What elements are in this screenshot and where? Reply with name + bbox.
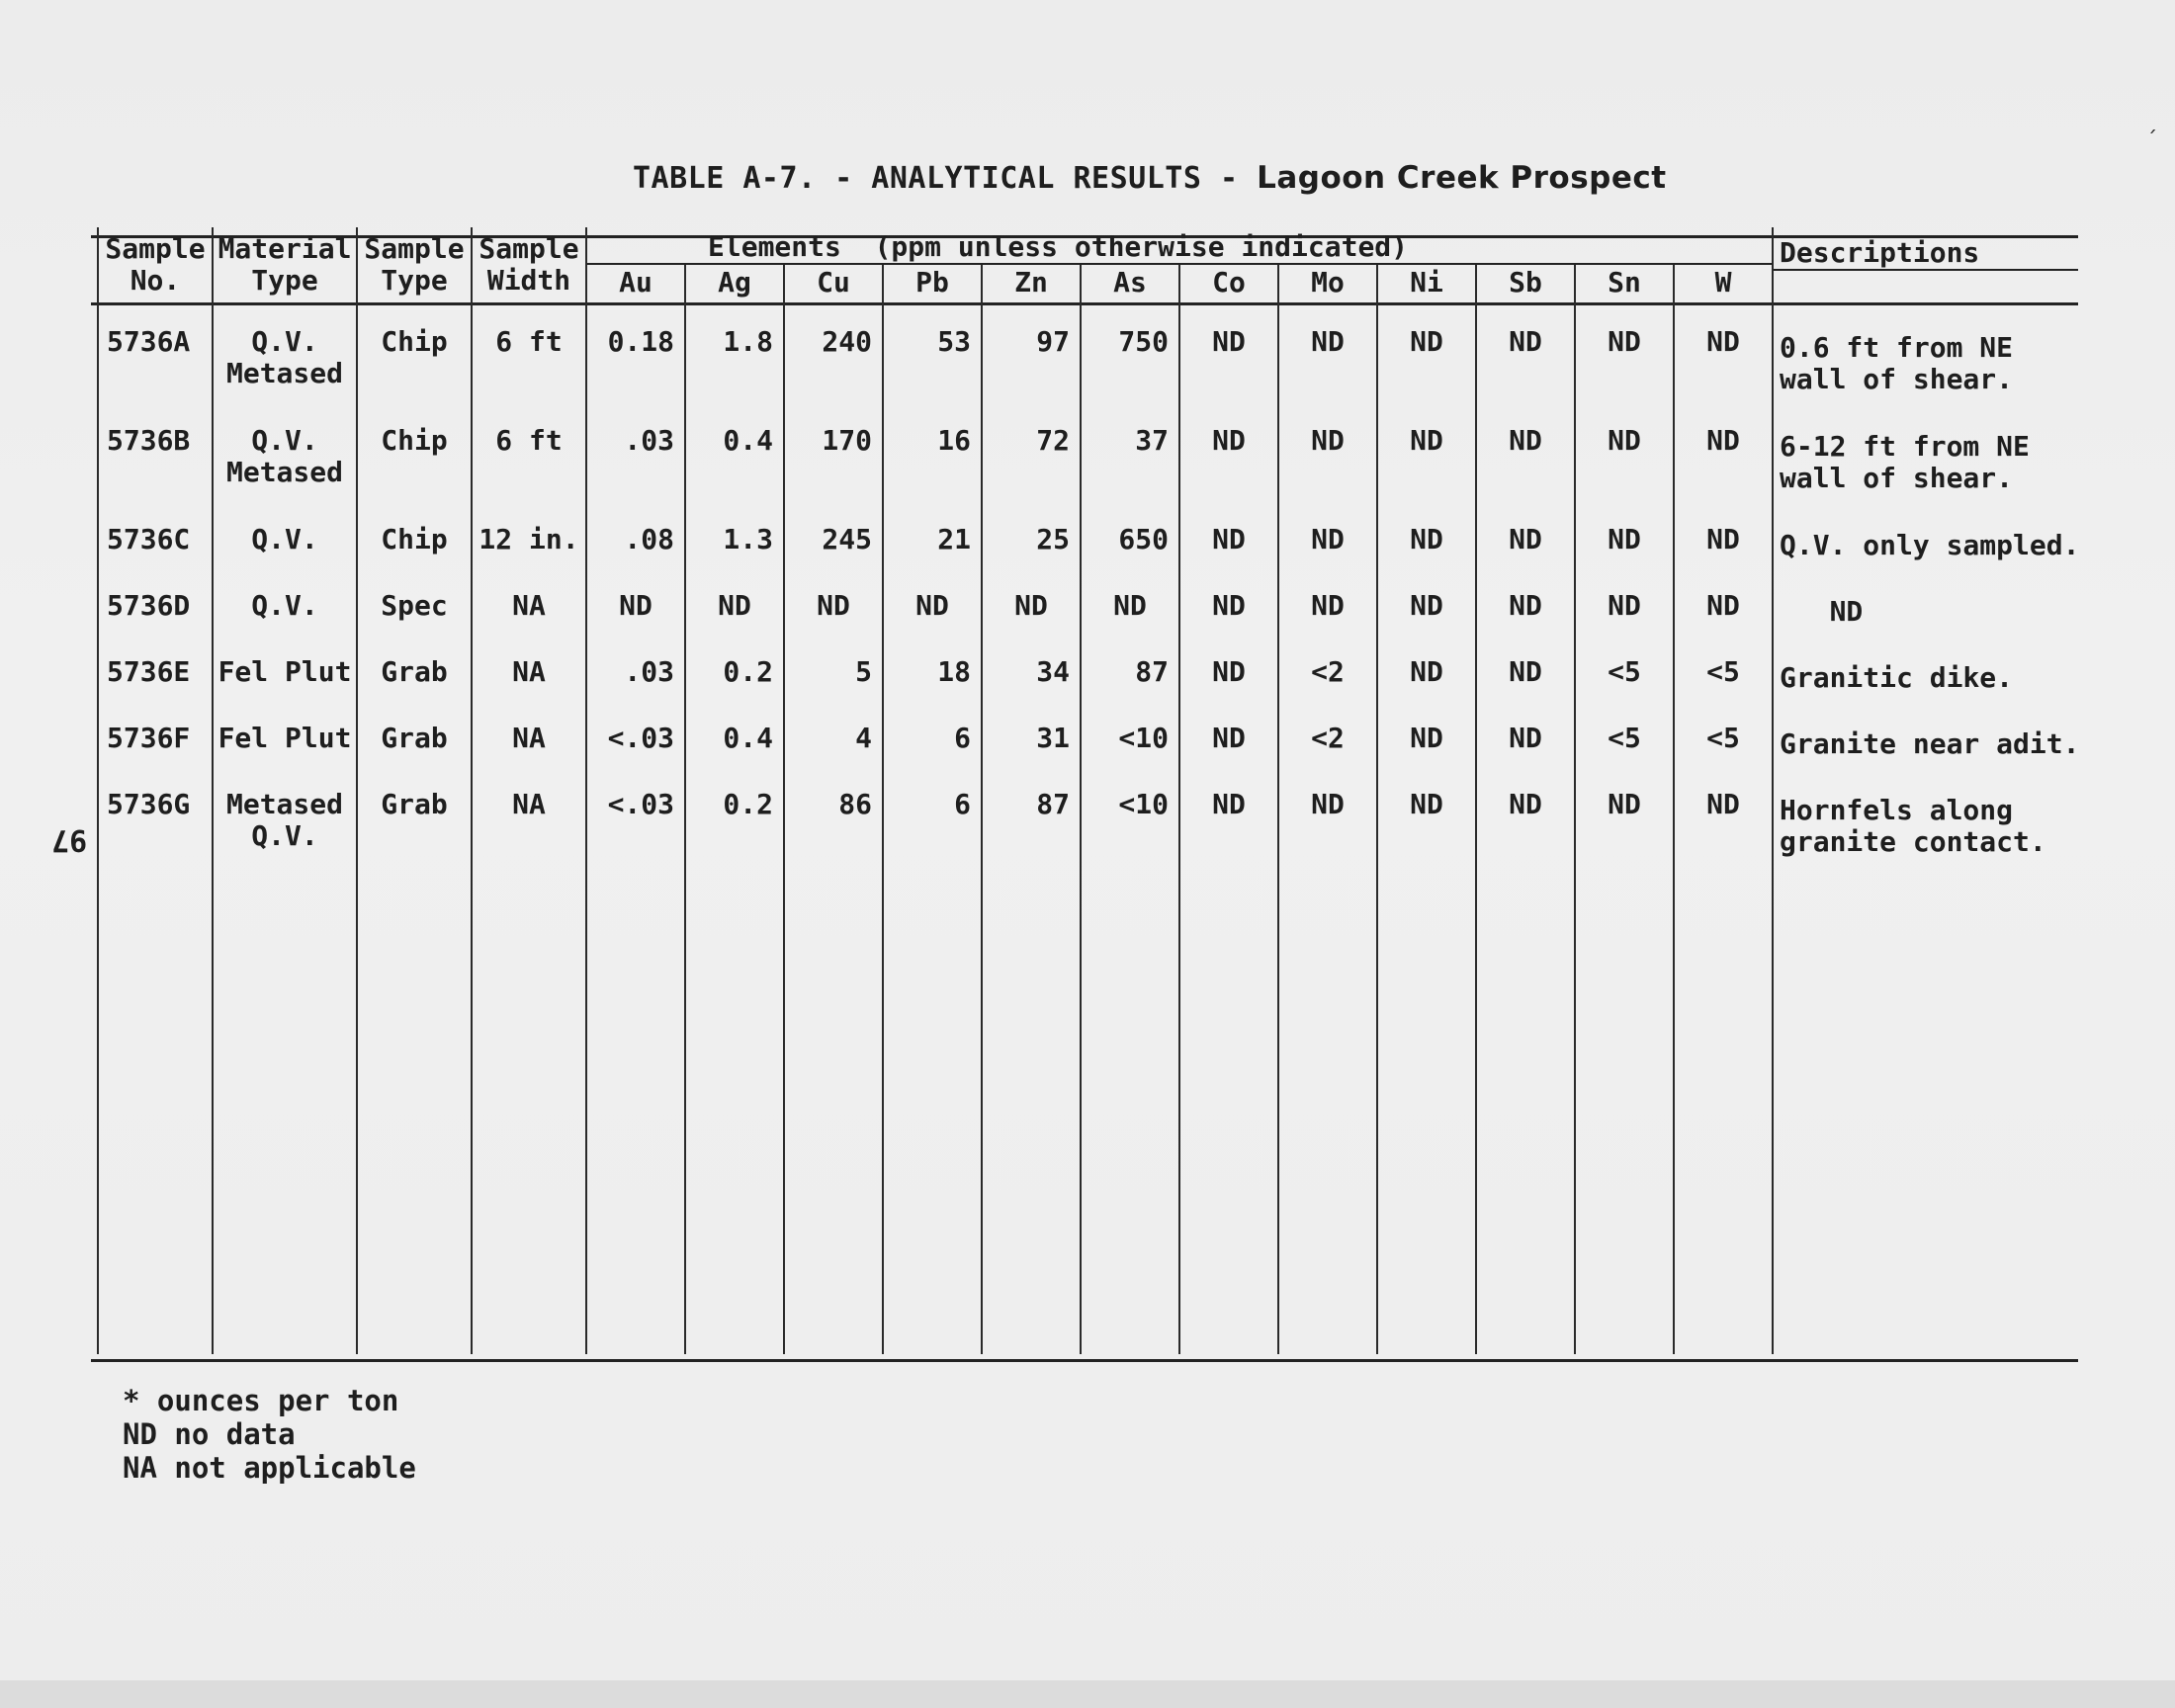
header-element-sb: Sb <box>1509 266 1542 299</box>
cell-material-type: Fel Plut <box>218 722 352 754</box>
cell-w: <5 <box>1706 722 1740 754</box>
cell-w: ND <box>1706 788 1740 820</box>
cell-cu: 5 <box>855 655 872 688</box>
cell-zn: 25 <box>1036 523 1070 555</box>
cell-ag: ND <box>718 589 751 622</box>
cell-sample-type: Grab <box>381 722 448 754</box>
cell-sb: ND <box>1509 589 1542 622</box>
cell-sb: ND <box>1509 788 1542 820</box>
header-element-mo: Mo <box>1311 266 1345 299</box>
header-element-co: Co <box>1212 266 1246 299</box>
cell-as: 87 <box>1135 655 1169 688</box>
legend-ounces: * ounces per ton <box>123 1384 399 1417</box>
cell-sample-no: 5736C <box>107 523 191 555</box>
cell-mo: ND <box>1311 325 1345 358</box>
cell-sample-type: Grab <box>381 655 448 688</box>
cell-sn: ND <box>1608 788 1641 820</box>
cell-description: ND <box>1780 595 1864 628</box>
header-sample-width: Sample Width <box>478 232 579 297</box>
cell-description: Granitic dike. <box>1780 661 2014 694</box>
col-line <box>97 227 99 1354</box>
cell-pb: 16 <box>937 424 971 457</box>
cell-material-type: Fel Plut <box>218 655 352 688</box>
cell-w: ND <box>1706 424 1740 457</box>
cell-mo: ND <box>1311 424 1345 457</box>
cell-w: ND <box>1706 523 1740 555</box>
cell-cu: 245 <box>822 523 872 555</box>
header-element-ni: Ni <box>1410 266 1443 299</box>
cell-material-type: Q.V. <box>251 325 318 358</box>
cell-zn: ND <box>1014 589 1048 622</box>
descriptions-subheader-rule <box>1772 269 2078 271</box>
cell-cu: 4 <box>855 722 872 754</box>
cell-material-type: Q.V. <box>251 589 318 622</box>
cell-au: 0.18 <box>607 325 674 358</box>
header-element-sn: Sn <box>1608 266 1641 299</box>
cell-sample-no: 5736G <box>107 788 191 820</box>
cell-sample-width: 6 ft <box>495 325 563 358</box>
cell-description: Granite near adit. <box>1780 727 2080 760</box>
header-elements-label: Elements (ppm unless otherwise indicated) <box>708 230 1409 263</box>
cell-as: <10 <box>1118 722 1169 754</box>
cell-mo: ND <box>1311 788 1345 820</box>
header-material-type: Material Type <box>218 232 352 297</box>
cell-ni: ND <box>1410 722 1443 754</box>
table-title <box>633 160 1667 196</box>
cell-ag: 0.4 <box>723 722 773 754</box>
cell-material-type-line2: Metased <box>225 357 343 389</box>
cell-sample-type: Spec <box>381 589 448 622</box>
cell-description-line2: granite contact. <box>1780 825 2046 858</box>
cell-sn: <5 <box>1608 722 1641 754</box>
cell-sb: ND <box>1509 523 1542 555</box>
cell-material-type: Metased <box>225 788 343 820</box>
cell-material-type: Q.V. <box>251 523 318 555</box>
cell-description-line2: wall of shear. <box>1780 462 2014 494</box>
cell-material-type-line2: Q.V. <box>251 819 318 852</box>
cell-ni: ND <box>1410 523 1443 555</box>
cell-sample-width: 6 ft <box>495 424 563 457</box>
cell-sample-type: Grab <box>381 788 448 820</box>
cell-sample-no: 5736E <box>107 655 191 688</box>
cell-ni: ND <box>1410 655 1443 688</box>
cell-mo: <2 <box>1311 722 1345 754</box>
cell-sample-type: Chip <box>381 424 448 457</box>
cell-as: 650 <box>1118 523 1169 555</box>
cell-au: .08 <box>624 523 674 555</box>
cell-co: ND <box>1212 788 1246 820</box>
cell-sample-no: 5736B <box>107 424 191 457</box>
cell-cu: ND <box>817 589 850 622</box>
header-element-pb: Pb <box>915 266 949 299</box>
cell-cu: 170 <box>822 424 872 457</box>
cell-au: .03 <box>624 655 674 688</box>
cell-mo: ND <box>1311 589 1345 622</box>
cell-pb: 18 <box>937 655 971 688</box>
legend-nd: ND no data <box>123 1417 296 1451</box>
cell-sample-width: 12 in. <box>478 523 579 555</box>
cell-pb: ND <box>915 589 949 622</box>
cell-ag: 0.4 <box>723 424 773 457</box>
cell-ni: ND <box>1410 424 1443 457</box>
cell-ag: 0.2 <box>723 788 773 820</box>
cell-sample-type: Chip <box>381 523 448 555</box>
header-element-cu: Cu <box>817 266 850 299</box>
cell-zn: 72 <box>1036 424 1070 457</box>
header-bottom-rule <box>91 302 2078 305</box>
header-element-as: As <box>1113 266 1147 299</box>
cell-sb: ND <box>1509 655 1542 688</box>
col-line <box>1772 227 1774 1354</box>
cell-co: ND <box>1212 655 1246 688</box>
header-sample-no: Sample No. <box>105 232 206 297</box>
title-main: TABLE A-7. - ANALYTICAL RESULTS - <box>633 161 1258 196</box>
cell-sn: ND <box>1608 523 1641 555</box>
cell-cu: 240 <box>822 325 872 358</box>
cell-as: ND <box>1113 589 1147 622</box>
cell-as: 37 <box>1135 424 1169 457</box>
cell-w: ND <box>1706 325 1740 358</box>
page-number: 97 <box>51 822 88 857</box>
cell-sample-type: Chip <box>381 325 448 358</box>
cell-ni: ND <box>1410 325 1443 358</box>
cell-sb: ND <box>1509 325 1542 358</box>
cell-ag: 1.3 <box>723 523 773 555</box>
cell-sn: ND <box>1608 424 1641 457</box>
cell-sn: ND <box>1608 589 1641 622</box>
cell-au: <.03 <box>607 722 674 754</box>
cell-co: ND <box>1212 722 1246 754</box>
cell-sample-width: NA <box>512 655 546 688</box>
cell-mo: ND <box>1311 523 1345 555</box>
header-element-au: Au <box>619 266 652 299</box>
cell-sample-width: NA <box>512 589 546 622</box>
cell-co: ND <box>1212 523 1246 555</box>
header-element-w: W <box>1714 266 1732 299</box>
cell-sample-width: NA <box>512 788 546 820</box>
cell-mo: <2 <box>1311 655 1345 688</box>
cell-au: <.03 <box>607 788 674 820</box>
cell-co: ND <box>1212 589 1246 622</box>
cell-pb: 53 <box>937 325 971 358</box>
cell-as: <10 <box>1118 788 1169 820</box>
cell-au: .03 <box>624 424 674 457</box>
cell-zn: 97 <box>1036 325 1070 358</box>
cell-co: ND <box>1212 325 1246 358</box>
cell-w: <5 <box>1706 655 1740 688</box>
cell-description: Q.V. only sampled. <box>1780 529 2080 561</box>
title-prospect: Lagoon Creek Prospect <box>1257 160 1667 196</box>
header-element-zn: Zn <box>1014 266 1048 299</box>
cell-sample-no: 5736A <box>107 325 191 358</box>
cell-sb: ND <box>1509 424 1542 457</box>
cell-ag: 1.8 <box>723 325 773 358</box>
cell-sn: <5 <box>1608 655 1641 688</box>
cell-cu: 86 <box>838 788 872 820</box>
cell-description-line2: wall of shear. <box>1780 363 2014 395</box>
cell-w: ND <box>1706 589 1740 622</box>
cell-pb: 6 <box>954 788 971 820</box>
scan-bottom-edge <box>0 1680 2175 1708</box>
cell-material-type: Q.V. <box>251 424 318 457</box>
cell-zn: 87 <box>1036 788 1070 820</box>
cell-au: ND <box>619 589 652 622</box>
cell-sample-no: 5736F <box>107 722 191 754</box>
cell-zn: 34 <box>1036 655 1070 688</box>
cell-ni: ND <box>1410 788 1443 820</box>
cell-ni: ND <box>1410 589 1443 622</box>
cell-sample-no: 5736D <box>107 589 191 622</box>
cell-sample-width: NA <box>512 722 546 754</box>
cell-material-type-line2: Metased <box>225 456 343 488</box>
cell-description: Hornfels along <box>1780 794 2014 826</box>
cell-pb: 21 <box>937 523 971 555</box>
cell-description: 0.6 ft from NE <box>1780 331 2014 364</box>
cell-pb: 6 <box>954 722 971 754</box>
cell-as: 750 <box>1118 325 1169 358</box>
header-element-ag: Ag <box>718 266 751 299</box>
cell-description: 6-12 ft from NE <box>1780 430 2030 463</box>
cell-co: ND <box>1212 424 1246 457</box>
margin-mark: ´ <box>2145 128 2159 153</box>
cell-zn: 31 <box>1036 722 1070 754</box>
header-descriptions: Descriptions <box>1780 236 1980 269</box>
legend <box>123 1384 416 1485</box>
cell-ag: 0.2 <box>723 655 773 688</box>
legend-na: NA not applicable <box>123 1451 416 1485</box>
table-bottom-rule <box>91 1359 2078 1362</box>
cell-sb: ND <box>1509 722 1542 754</box>
header-sample-type: Sample Type <box>364 232 465 297</box>
cell-sn: ND <box>1608 325 1641 358</box>
